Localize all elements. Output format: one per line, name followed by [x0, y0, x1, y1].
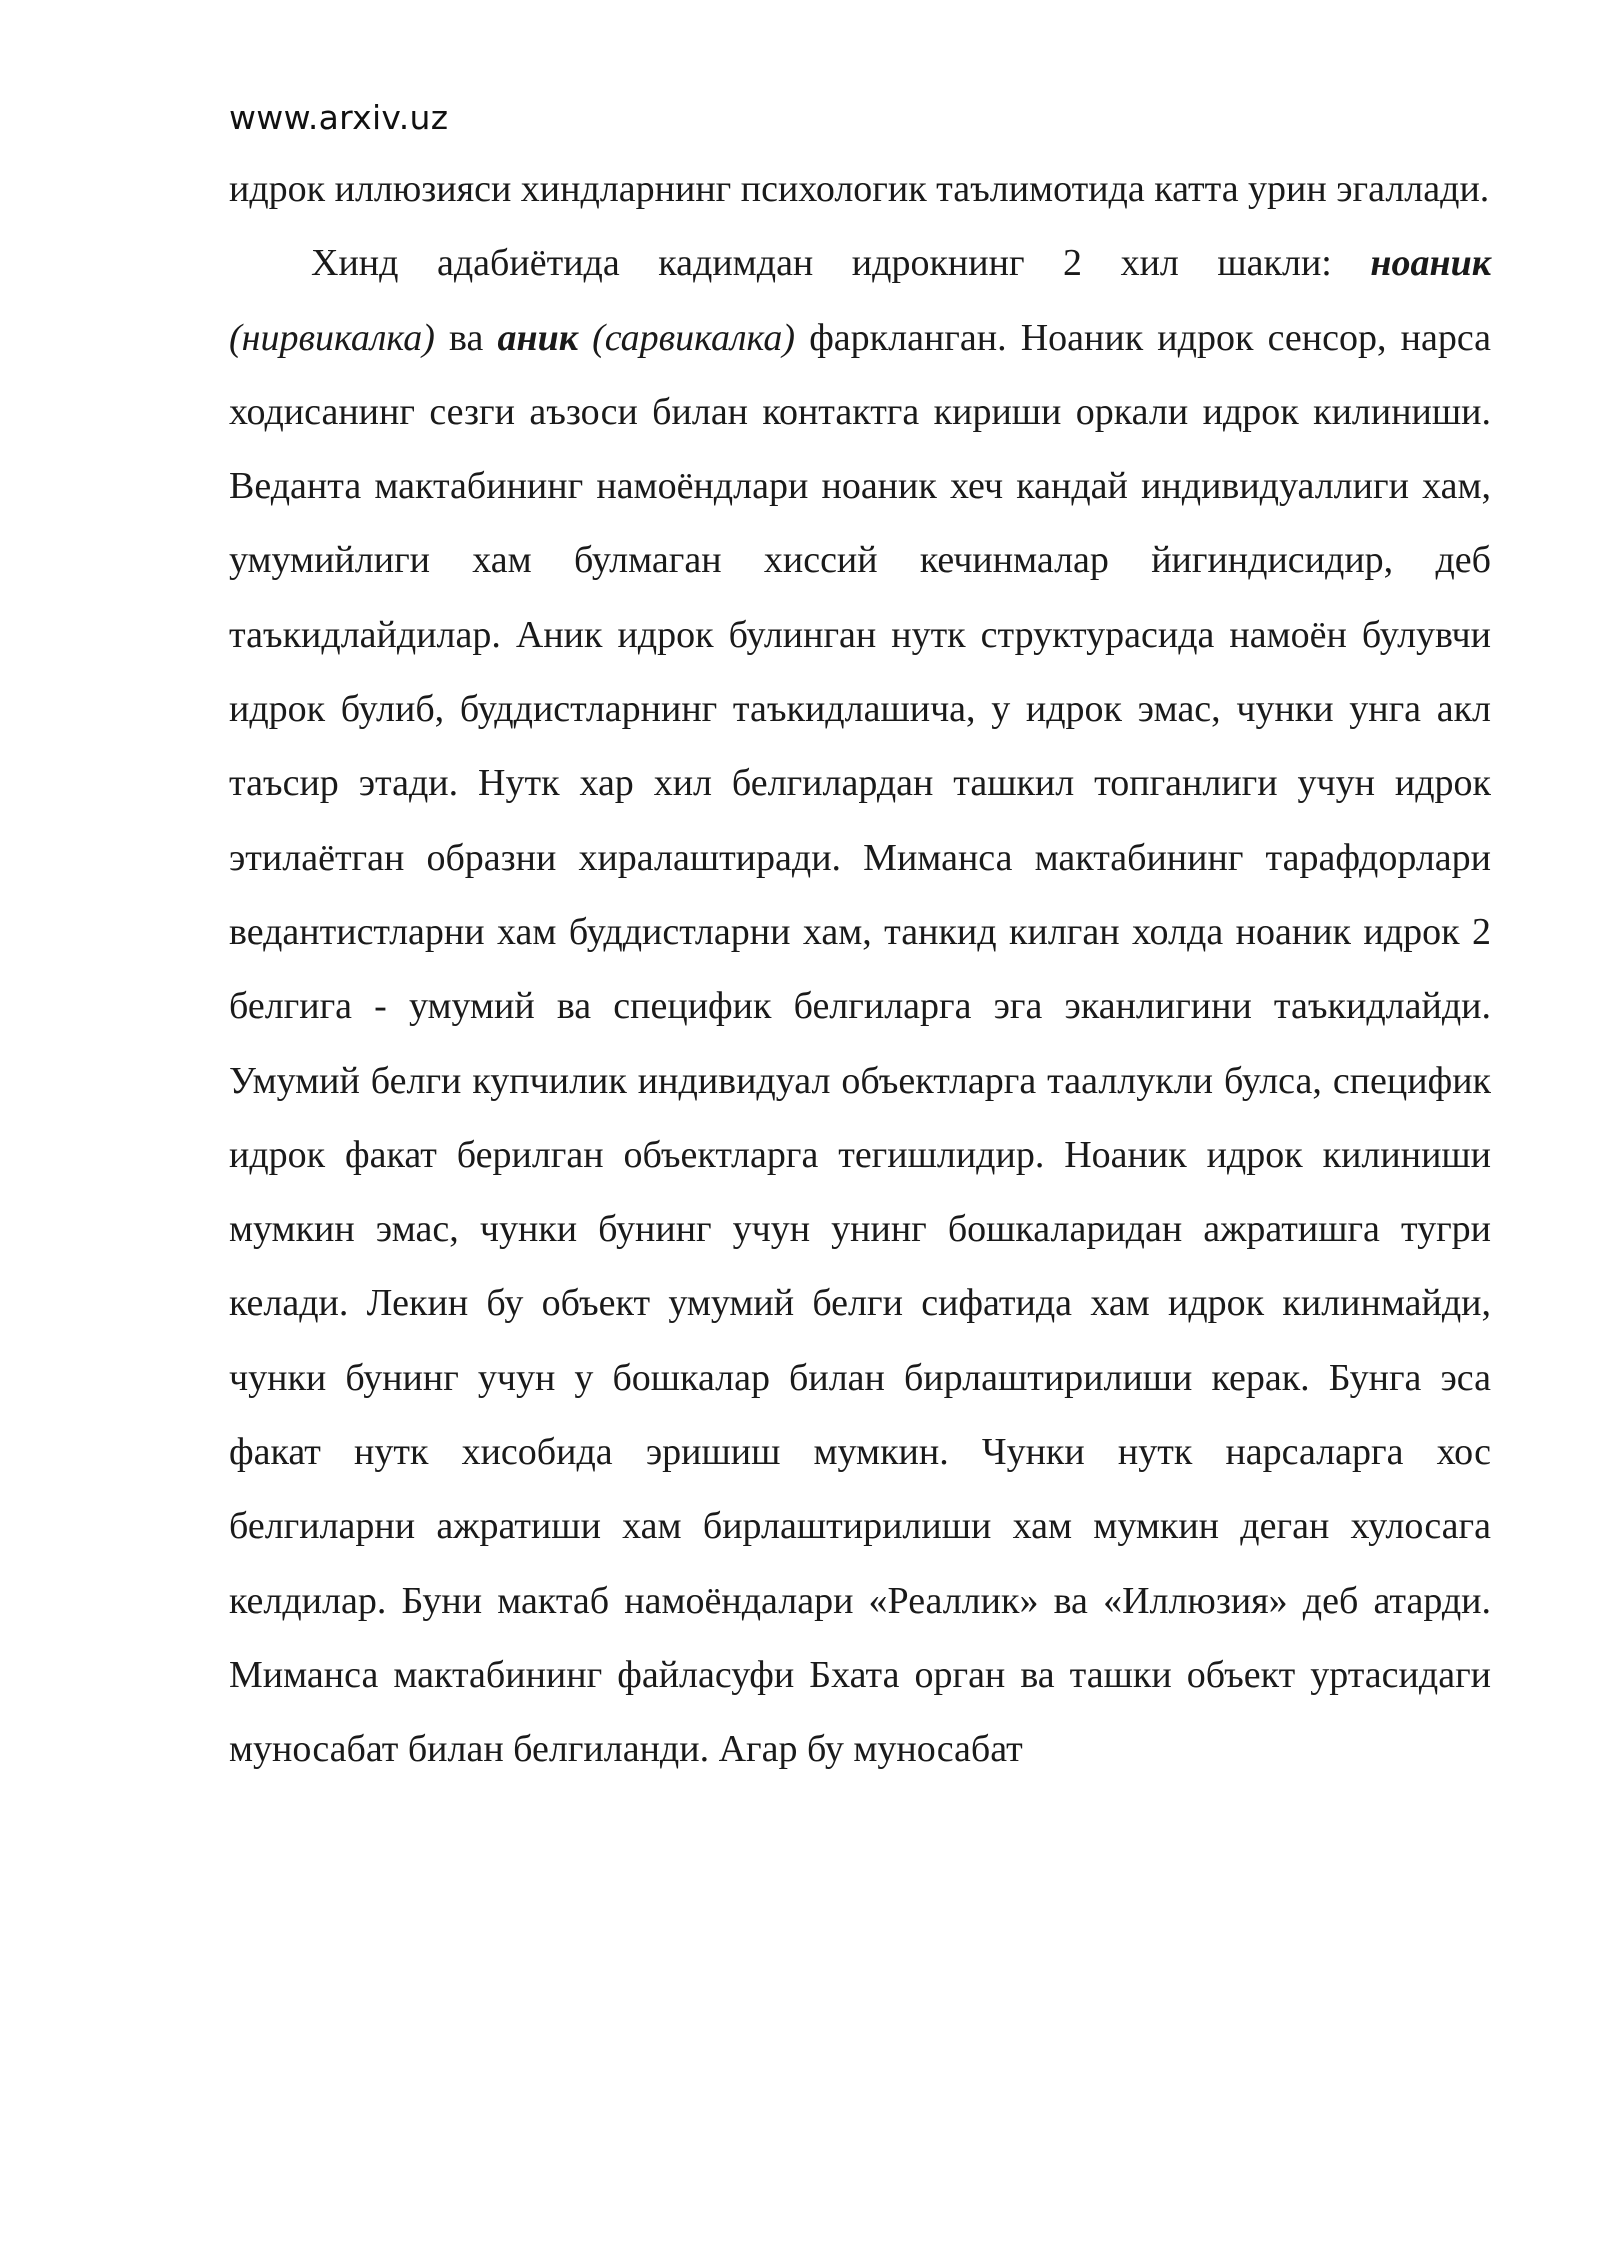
paragraph-2 — [229, 226, 1491, 1786]
term-anik-gloss: (сарвикалка) — [592, 316, 796, 359]
paragraph-2-body: фаркланган. Ноаник идрок сенсор, нарса ходисанинг сезги аъзоси билан контактга кириши оркали идрок килиниши. Веданта мактабининг намоёндлари ноаник хеч кандай индивидуаллиги хам, умумийлиги хам булмаган хиссий кечинмалар йигиндисидир, деб таъкидлайдилар. Аник идрок булинган нутк структурасида намоён булувчи идрок булиб, буддистларнинг таъкидлашича, у идрок эмас, чунки унга акл таъсир этади. Нутк хар хил белгилардан ташкил топганлиги учун идрок этилаётган образни хиралаштиради. Миманса мактабининг тарафдорлари ведантистларни хам буддистларни хам, танкид килган холда ноаник идрок 2 белгига - умумий ва специфик белгиларга эга эканлигини таъкидлайди. Умумий белги купчилик индивидуал объектларга тааллукли булса, специфик идрок факат берилган объектларга тегишлидир. Ноаник идрок килиниши мумкин эмас, чунки бунинг учун унинг бошкаларидан ажратишга тугри келади. Лекин бу объект умумий белги сифатида хам идрок килинмайди, чунки бунинг учун у бошкалар билан бирлаштирилиши керак. Бунга эса факат нутк хисобида эришиш мумкин. Чунки нутк нарсаларга хос белгиларни ажратиши хам бирлаштирилиши хам мумкин деган хулосага келдилар. Буни мактаб намоёндалари «Реаллик» ва «Иллюзия» деб атарди. Миманса мактабининг файласуфи Бхата орган ва ташки объект уртасидаги муносабат билан белгиланди. Агар бу муносабат — [229, 316, 1492, 1771]
paragraph-1: идрок иллюзияси хиндларнинг психологик таълимотида катта урин эгаллади. — [229, 168, 1490, 210]
term-noanik-gloss: (нирвикалка) — [229, 316, 435, 359]
document-body — [229, 152, 1491, 1787]
site-url-header: www.arxiv.uz — [229, 98, 449, 137]
term-anik: аник — [497, 316, 578, 359]
paragraph-2-lead: Хинд адабиётида кадимдан идрокнинг 2 хил шакли: — [311, 242, 1332, 285]
conjunction: ва — [449, 316, 484, 359]
term-noanik: ноаник — [1370, 242, 1492, 285]
